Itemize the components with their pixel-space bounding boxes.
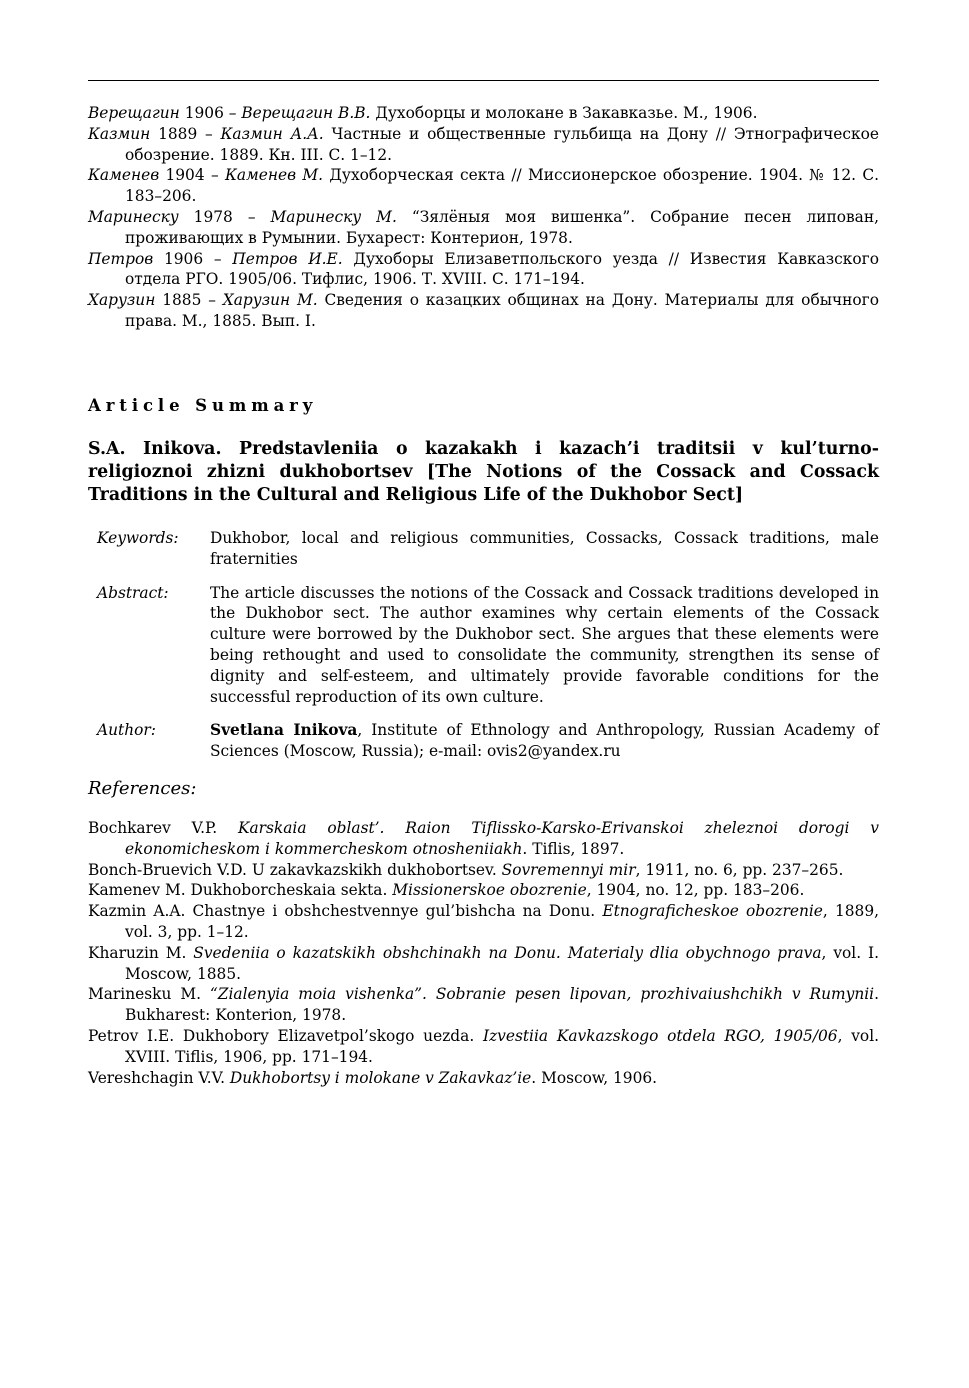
reference-item: Marinesku M. “Zialenyia moia vishenka”. Sobranie pesen lipovan, prozhivaiushchikh v Rumynii. Bukharest: Konterion, 1978.: [88, 985, 879, 1025]
reference-item: Petrov I.E. Dukhobory Elizavetpol’skogo uezda. Izvestiia Kavkazskogo otdela RGO, 1905/06, vol. XVIII. Tiflis, 1906, pp. 171–194.: [88, 1026, 880, 1066]
russian-references-list: [88, 103, 879, 332]
abstract-value: The article discusses the notions of the Cossack and Cossack traditions developed in the Dukhobor sect. The author examines why certain elements of the Cossack culture were borrowed by the Dukhobor sect. She argues that these elements were being rethought and used to consolidate the community, strengthen its sense of dignity and self-esteem, and ultimately provide favorable conditions for the successful reproduction of its own culture.: [210, 583, 879, 706]
reference-item: Vereshchagin V.V. Dukhobortsy i molokane v Zakavkaz’ie. Moscow, 1906.: [88, 1068, 658, 1087]
reference-item: Маринеску 1978 – Маринеску М. “Зялёныя моя вишенка”. Собрание песен липован, проживающих в Румынии. Бухарест: Контерион, 1978.: [88, 207, 879, 247]
reference-item: Kharuzin M. Svedeniia o kazatskikh obshchinakh na Donu. Materialy dlia obychnogo prava, vol. I. Moscow, 1885.: [88, 943, 879, 983]
article-summary-heading: Article Summary: [88, 396, 318, 415]
english-references-list: [88, 818, 879, 1088]
keywords-label: Keywords:: [97, 529, 179, 547]
reference-item: Kamenev M. Dukhoborcheskaia sekta. Missionerskoe obozrenie, 1904, no. 12, pp. 183–206.: [88, 881, 805, 900]
author-value: [210, 720, 879, 762]
reference-item: Казмин 1889 – Казмин А.А. Частные и общественные гульбища на Дону // Этнографическое обозрение. 1889. Кн. III. С. 1–12.: [88, 124, 879, 164]
keywords-row: [88, 528, 879, 570]
author-label: Author:: [97, 721, 156, 740]
reference-item: Харузин 1885 – Харузин М. Сведения о казацких общинах на Дону. Материалы для обычного права. М., 1885. Вып. I.: [88, 291, 879, 330]
references-heading: References:: [88, 778, 197, 799]
summary-fields: [88, 528, 879, 775]
reference-item: Bochkarev V.P. Karskaia oblast’. Raion Tiflissko-Karsko-Erivanskoi zheleznoi dorogi v ekonomicheskom i kommercheskom otnosheniiakh. Tiflis, 1897.: [88, 819, 879, 858]
reference-item: Верещагин 1906 – Верещагин В.В. Духоборцы и молокане в Закавказье. М., 1906.: [88, 104, 758, 122]
author-affiliation: , Institute of Ethnology and Anthropology, Russian Academy of Sciences (Moscow, Russia); e-mail: ovis2@yandex.ru: [210, 721, 879, 761]
author-row: [88, 720, 879, 762]
reference-item: Bonch-Bruevich V.D. U zakavkazskikh dukhobortsev. Sovremennyi mir, 1911, no. 6, pp. 237–265.: [88, 860, 844, 879]
keywords-value: Dukhobor, local and religious communities, Cossacks, Cossack traditions, male fraternities: [210, 529, 879, 568]
top-rule: [88, 80, 879, 81]
author-name: Svetlana Inikova: [210, 721, 358, 740]
abstract-row: [88, 583, 879, 708]
reference-item: Kazmin A.A. Chastnye i obshchestvennye gul’bishcha na Donu. Etnograficheskoe obozrenie, 1889, vol. 3, pp. 1–12.: [88, 902, 880, 941]
reference-item: Петров 1906 – Петров И.Е. Духоборы Елизаветпольского уезда // Известия Кавказского отдела РГО. 1905/06. Тифлис, 1906. Т. XVIII. С. 171–194.: [88, 249, 879, 289]
article-title: S.A. Inikova. Predstavleniia o kazakakh i kazach’i traditsii v kul’turno-religioznoi zhizni dukhobortsev [The Notions of the Cossack and Cossack Traditions in the Cultural and Religious Life of the Dukhobor Sect]: [88, 439, 879, 505]
reference-item: Каменев 1904 – Каменев М. Духоборческая секта // Миссионерское обозрение. 1904. № 12. С. 183–206.: [88, 166, 879, 206]
abstract-label: Abstract:: [97, 583, 169, 602]
